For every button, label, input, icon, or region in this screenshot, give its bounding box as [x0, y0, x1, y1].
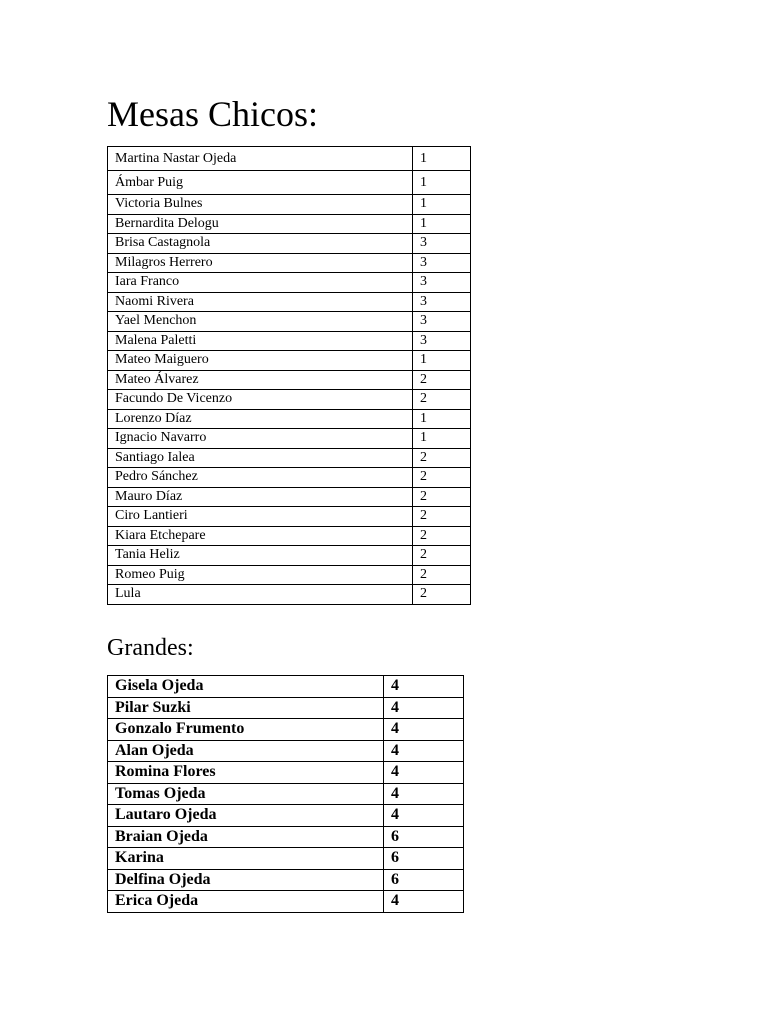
table-number-cell: 6	[384, 869, 464, 891]
table-number-cell: 2	[413, 565, 471, 585]
grandes-table-body	[108, 676, 464, 913]
guest-name-cell: Brisa Castagnola	[108, 234, 413, 254]
guest-name-cell: Erica Ojeda	[108, 891, 384, 913]
table-number-cell: 1	[413, 429, 471, 449]
table-row	[108, 147, 471, 171]
heading-mesas-chicos: Mesas Chicos:	[107, 94, 318, 134]
table-row	[108, 171, 471, 195]
heading-grandes: Grandes:	[107, 635, 194, 661]
table-row	[108, 214, 471, 234]
table-row	[108, 783, 464, 805]
guest-name-cell: Facundo De Vicenzo	[108, 390, 413, 410]
guest-name-cell: Mateo Maiguero	[108, 351, 413, 371]
guest-name-cell: Malena Paletti	[108, 331, 413, 351]
table-number-cell: 2	[413, 448, 471, 468]
guest-name-cell: Yael Menchon	[108, 312, 413, 332]
guest-name-cell: Kiara Etchepare	[108, 526, 413, 546]
table-row	[108, 253, 471, 273]
table-number-cell: 1	[413, 409, 471, 429]
table-row	[108, 370, 471, 390]
table-number-cell: 4	[384, 762, 464, 784]
table-number-cell: 3	[413, 292, 471, 312]
table-row	[108, 507, 471, 527]
guest-name-cell: Naomi Rivera	[108, 292, 413, 312]
table-number-cell: 2	[413, 390, 471, 410]
table-number-cell: 2	[413, 487, 471, 507]
table-number-cell: 3	[413, 331, 471, 351]
table-row	[108, 719, 464, 741]
table-row	[108, 805, 464, 827]
table-row	[108, 292, 471, 312]
guest-name-cell: Alan Ojeda	[108, 740, 384, 762]
table-row	[108, 429, 471, 449]
grandes-table	[107, 675, 464, 913]
table-row	[108, 740, 464, 762]
table-number-cell: 2	[413, 370, 471, 390]
table-number-cell: 6	[384, 848, 464, 870]
guest-name-cell: Pedro Sánchez	[108, 468, 413, 488]
guest-name-cell: Tomas Ojeda	[108, 783, 384, 805]
guest-name-cell: Mauro Díaz	[108, 487, 413, 507]
table-number-cell: 4	[384, 891, 464, 913]
table-number-cell: 3	[413, 312, 471, 332]
table-number-cell: 2	[413, 526, 471, 546]
table-number-cell: 3	[413, 253, 471, 273]
table-row	[108, 676, 464, 698]
table-number-cell: 1	[413, 214, 471, 234]
guest-name-cell: Iara Franco	[108, 273, 413, 293]
table-row	[108, 826, 464, 848]
table-row	[108, 546, 471, 566]
guest-name-cell: Tania Heliz	[108, 546, 413, 566]
guest-name-cell: Karina	[108, 848, 384, 870]
guest-name-cell: Lorenzo Díaz	[108, 409, 413, 429]
table-number-cell: 2	[413, 585, 471, 605]
table-number-cell: 4	[384, 783, 464, 805]
table-row	[108, 331, 471, 351]
table-number-cell: 4	[384, 740, 464, 762]
table-number-cell: 1	[413, 171, 471, 195]
guest-name-cell: Pilar Suzki	[108, 697, 384, 719]
table-number-cell: 2	[413, 546, 471, 566]
chicos-table	[107, 146, 471, 605]
table-number-cell: 4	[384, 676, 464, 698]
table-row	[108, 487, 471, 507]
table-number-cell: 4	[384, 805, 464, 827]
table-row	[108, 585, 471, 605]
table-row	[108, 468, 471, 488]
guest-name-cell: Martina Nastar Ojeda	[108, 147, 413, 171]
table-row	[108, 390, 471, 410]
table-number-cell: 3	[413, 273, 471, 293]
table-row	[108, 409, 471, 429]
table-row	[108, 195, 471, 215]
guest-name-cell: Ignacio Navarro	[108, 429, 413, 449]
guest-name-cell: Braian Ojeda	[108, 826, 384, 848]
guest-name-cell: Ciro Lantieri	[108, 507, 413, 527]
guest-name-cell: Santiago Ialea	[108, 448, 413, 468]
table-number-cell: 3	[413, 234, 471, 254]
table-number-cell: 4	[384, 697, 464, 719]
table-row	[108, 565, 471, 585]
table-number-cell: 2	[413, 468, 471, 488]
table-row	[108, 312, 471, 332]
table-row	[108, 526, 471, 546]
guest-name-cell: Bernardita Delogu	[108, 214, 413, 234]
table-row	[108, 869, 464, 891]
table-number-cell: 6	[384, 826, 464, 848]
table-row	[108, 848, 464, 870]
chicos-table-body	[108, 147, 471, 605]
table-row	[108, 273, 471, 293]
table-number-cell: 2	[413, 507, 471, 527]
guest-name-cell: Romeo Puig	[108, 565, 413, 585]
guest-name-cell: Lautaro Ojeda	[108, 805, 384, 827]
guest-name-cell: Victoria Bulnes	[108, 195, 413, 215]
guest-name-cell: Ámbar Puig	[108, 171, 413, 195]
table-row	[108, 351, 471, 371]
table-number-cell: 1	[413, 147, 471, 171]
guest-name-cell: Delfina Ojeda	[108, 869, 384, 891]
table-row	[108, 448, 471, 468]
guest-name-cell: Lula	[108, 585, 413, 605]
table-row	[108, 234, 471, 254]
table-row	[108, 697, 464, 719]
table-number-cell: 4	[384, 719, 464, 741]
table-row	[108, 891, 464, 913]
guest-name-cell: Gonzalo Frumento	[108, 719, 384, 741]
guest-name-cell: Milagros Herrero	[108, 253, 413, 273]
table-number-cell: 1	[413, 195, 471, 215]
guest-name-cell: Mateo Álvarez	[108, 370, 413, 390]
guest-name-cell: Romina Flores	[108, 762, 384, 784]
guest-name-cell: Gisela Ojeda	[108, 676, 384, 698]
table-row	[108, 762, 464, 784]
table-number-cell: 1	[413, 351, 471, 371]
